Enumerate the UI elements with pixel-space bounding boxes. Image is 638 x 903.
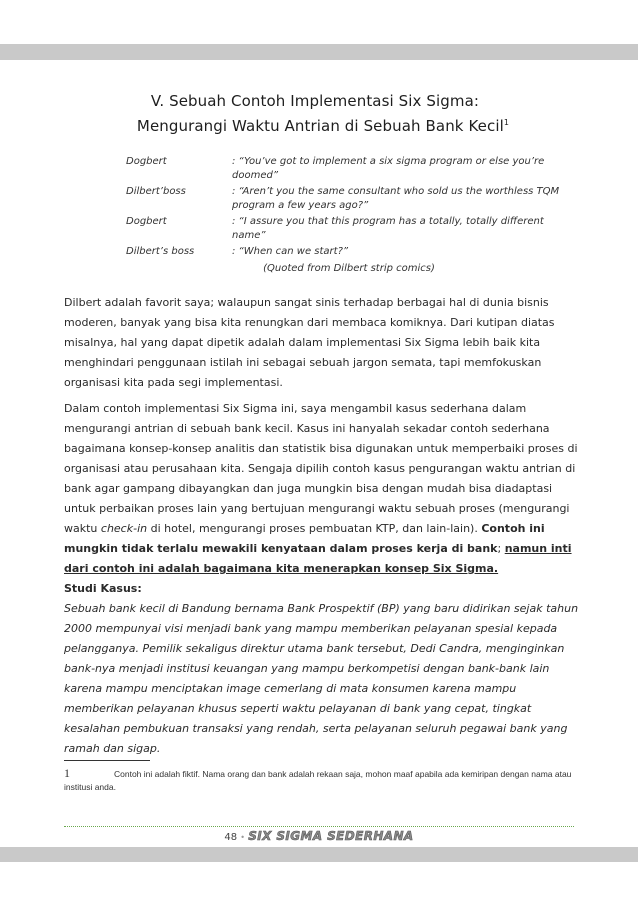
dialogue-speaker: Dilbert’boss [126, 186, 186, 197]
paragraph-example [64, 399, 579, 579]
case-study-text: Sebuah bank kecil di Bandung bernama Bank Prospektif (BP) yang baru didirikan sejak tahun 2000 mempunyai visi menjadi bank yang mampu memberikan pelayanan spesial kepada pelangganya. Pemilik sekaligus direktur utama bank tersebut, Dedi Candra, menginginkan bank-nya menjadi institusi keuangan yang mampu berkompetisi dengan bank-bank lain karena mampu menciptakan image cemerlang di mata konsumen karena mampu memberikan pelayanan khusus seperti waktu pelayanan di bank yang cepat, tingkat kesalahan pembukuan transaksi yang rendah, serta pelayanan seluruh pegawai bank yang ramah dan sigap. [64, 602, 579, 755]
paragraph-intro: Dilbert adalah favorit saya; walaupun sangat sinis terhadap berbagai hal di dunia bisnis moderen, banyak yang bisa kita renungkan dari membaca komiknya. Dari kutipan diatas misalnya, hal yang dapat dipetik adalah dalam implementasi Six Sigma lebih baik kita menghindari penggunaan istilah ini sebagai sebuah jargon semata, tapi memfokuskan organisasi kita pada segi implementasi. [64, 296, 555, 389]
case-study [64, 579, 579, 759]
dialogue-speaker: Dilbert’s boss [126, 246, 195, 257]
footnote-text: Contoh ini adalah fiktif. Nama orang dan bank adalah rekaan saja, mohon maaf apabila ada kemiripan dengan nama atau institusi anda. [64, 769, 572, 792]
page-number: 48 [224, 832, 238, 843]
bottom-gray-bar [0, 847, 638, 862]
paragraph-text: Dalam contoh implementasi Six Sigma ini, saya mengambil kasus sederhana dalam mengurangi antrian di sebuah bank kecil. Kasus ini hanyalah sekadar contoh sederhana bagaimana konsep-konsep analitis dan statistik bisa digunakan untuk memperbaiki proses di organisasi atau perusahaan kita. Sengaja dipilih contoh kasus pengurangan waktu antrian di bank agar gampang dibayangkan dan juga mungkin bisa dengan mudah bisa diadaptasi untuk perbaikan proses lain yang bertujuan mengurangi waktu sebuah proses (mengurangi waktu [64, 402, 578, 535]
dialogue-line: : “Aren’t you the same consultant who sold us the worthless TQM program a few years ago?” [232, 186, 560, 211]
page-footer [0, 829, 638, 843]
section-title: V. Sebuah Contoh Implementasi Six Sigma: [150, 92, 480, 110]
dialogue-line: : “When can we start?” [232, 246, 349, 257]
dialogue-line: : “You’ve got to implement a six sigma program or else you’re doomed” [232, 156, 545, 181]
dialogue-row [126, 185, 566, 213]
paragraph-text: di hotel, mengurangi proses pembuatan KTP, dan lain-lain). [147, 522, 482, 535]
dialogue-row [126, 155, 566, 183]
footnote [64, 767, 584, 794]
quote-source: (Quoted from Dilbert strip comics) [263, 263, 435, 274]
footnote-number: 1 [64, 766, 70, 780]
footer-separator: • [240, 833, 246, 842]
paragraph-separator: ; [497, 542, 505, 555]
case-study-heading: Studi Kasus: [64, 582, 142, 595]
paragraph-italic-term: check-in [100, 522, 148, 535]
dialogue-speaker: Dogbert [126, 156, 167, 167]
footnote-ref[interactable]: 1 [503, 118, 510, 127]
dialogue-row [126, 215, 566, 243]
subtitle-text: Mengurangi Waktu Antrian di Sebuah Bank Kecil [136, 117, 504, 135]
dialogue-row [126, 245, 566, 259]
paragraph-bold-text: Contoh ini mungkin tidak terlalu mewakili kenyataan dalam proses kerja di bank [64, 522, 545, 555]
book-title: SIX SIGMA SEDERHANA [248, 829, 414, 843]
dilbert-dialogue [126, 155, 566, 261]
footnote-divider [64, 760, 150, 761]
top-gray-bar [0, 44, 638, 60]
paragraph-bold-underline-text: namun inti dari contoh ini adalah bagaimana kita menerapkan konsep Six Sigma. [64, 542, 572, 575]
dialogue-line: : “I assure you that this program has a totally, totally different name” [232, 216, 544, 241]
section-subtitle [4, 117, 638, 135]
dialogue-speaker: Dogbert [126, 216, 167, 227]
footer-dotted-rule [64, 826, 574, 827]
